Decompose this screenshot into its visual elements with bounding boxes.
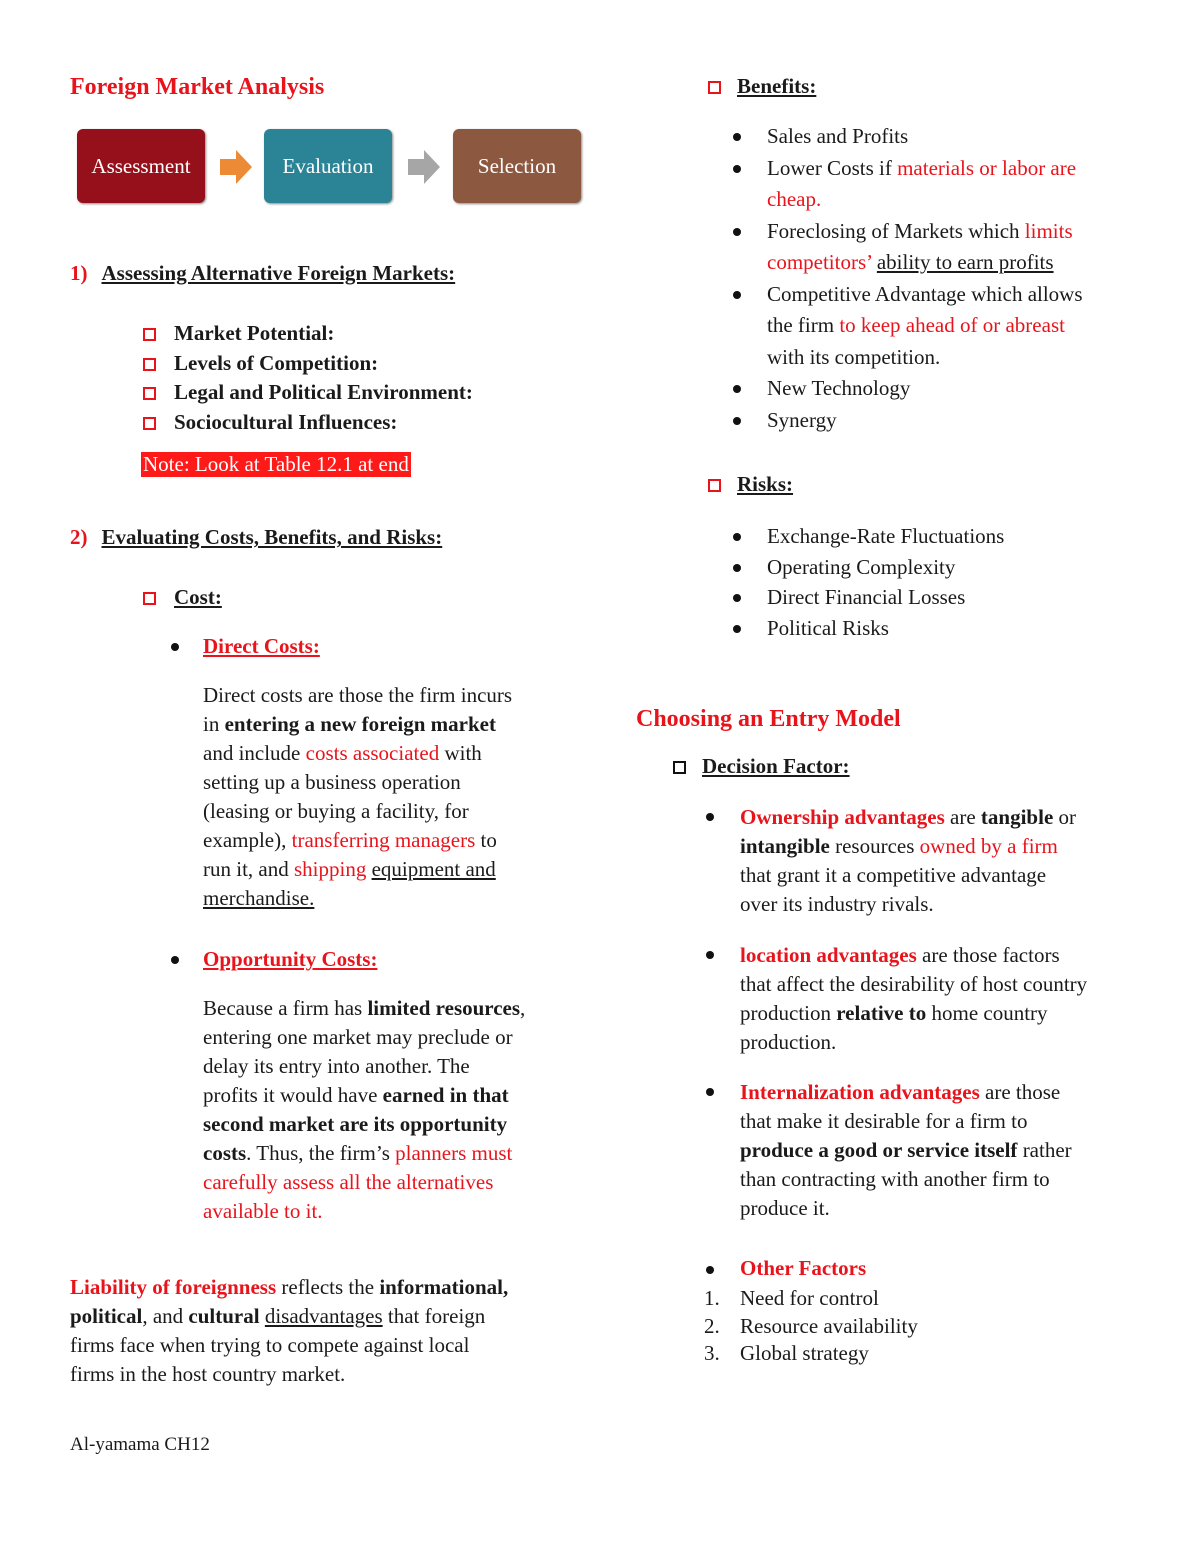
list-item: Direct Financial Losses [767,582,1004,613]
market-factors-list [143,319,473,437]
list-item: Sales and Profits [767,121,1147,153]
other-factors-list [704,1285,918,1368]
risks-heading: Risks: [708,472,793,497]
arrow-right-icon [408,150,442,190]
checkbox-icon [143,358,156,371]
liability-paragraph: Liability of foreignness reflects the informational, political, and cultural disadvantages that foreign firms face when trying to compete against local firms in the host country market. [70,1275,509,1386]
list-item: Political Risks [767,613,1004,644]
list-item: Levels of Competition: [143,349,473,379]
internalization-advantages-text: Internalization advantages are those that make it desirable for a firm to produce a good or service itself rather than contracting with another firm to produce it. [740,1080,1072,1220]
list-item: Market Potential: [143,319,473,349]
cost-heading: Cost: [143,585,222,610]
flow-assessment-box: Assessment [77,129,205,203]
bullet-icon [706,1088,714,1096]
checkbox-icon [143,387,156,400]
section-2-heading: 2) Evaluating Costs, Benefits, and Risks: [70,525,443,549]
direct-costs-text: Direct costs are those the firm incurs in entering a new foreign market and include costs associated with setting up a business operation (leasing or buying a facility, for example), transferring managers to run it, and shipping equipment and merchandise. [203,683,513,910]
flow-selection-box: Selection [453,129,581,203]
checkbox-icon [143,328,156,341]
opportunity-costs-text: Because a firm has limited resources, entering one market may preclude or delay its entry into another. The profits it would have earned in that second market are its opportunity costs. Thus, the firm’s planners must carefully assess all the alternatives available to it. [203,996,526,1223]
list-item: Operating Complexity [767,552,1004,583]
bullet-icon [706,951,714,959]
list-item: 3. Global strategy [704,1341,869,1365]
bullet-icon [171,643,179,651]
list-item: Foreclosing of Markets which limits competitors’ ability to earn profits [767,216,1147,279]
arrow-right-icon [220,150,254,190]
list-item: Legal and Political Environment: [143,378,473,408]
checkbox-icon [143,417,156,430]
risks-list [767,521,1004,643]
decision-factor-heading: Decision Factor: [673,754,850,779]
section-1-heading: 1) Assessing Alternative Foreign Markets: [70,261,456,285]
list-item: Competitive Advantage which allows the firm to keep ahead of or abreast with its competition. [767,279,1147,374]
benefits-list [767,121,1147,436]
bullet-icon [171,956,179,964]
ownership-advantages-text: Ownership advantages are tangible or intangible resources owned by a firm that grant it a competitive advantage over its industry rivals. [740,805,1077,916]
entry-model-title: Choosing an Entry Model [636,706,901,732]
flow-evaluation-box: Evaluation [264,129,392,203]
bullet-icon [706,1266,714,1274]
direct-costs-title: Direct Costs: [203,634,320,658]
footer-label: Al-yamama CH12 [70,1434,210,1455]
checkbox-icon [708,81,721,94]
checkbox-icon [143,592,156,605]
table-note: Note: Look at Table 12.1 at end [143,452,409,476]
list-item: Synergy [767,405,1147,437]
list-item: New Technology [767,373,1147,405]
other-factors-title: Other Factors [740,1256,867,1280]
checkbox-icon [708,479,721,492]
checkbox-icon [673,761,686,774]
bullet-icon [706,813,714,821]
list-item: 1. Need for control [704,1286,879,1310]
location-advantages-text: location advantages are those factors that affect the desirability of host country production relative to home country production. [740,943,1088,1054]
benefits-heading: Benefits: [708,74,816,99]
list-item: 2. Resource availability [704,1313,918,1338]
list-item: Sociocultural Influences: [143,408,473,438]
opportunity-costs-title: Opportunity Costs: [203,947,378,971]
list-item: Exchange-Rate Fluctuations [767,521,1004,552]
page-title: Foreign Market Analysis [70,74,325,100]
list-item: Lower Costs if materials or labor are cheap. [767,153,1147,216]
